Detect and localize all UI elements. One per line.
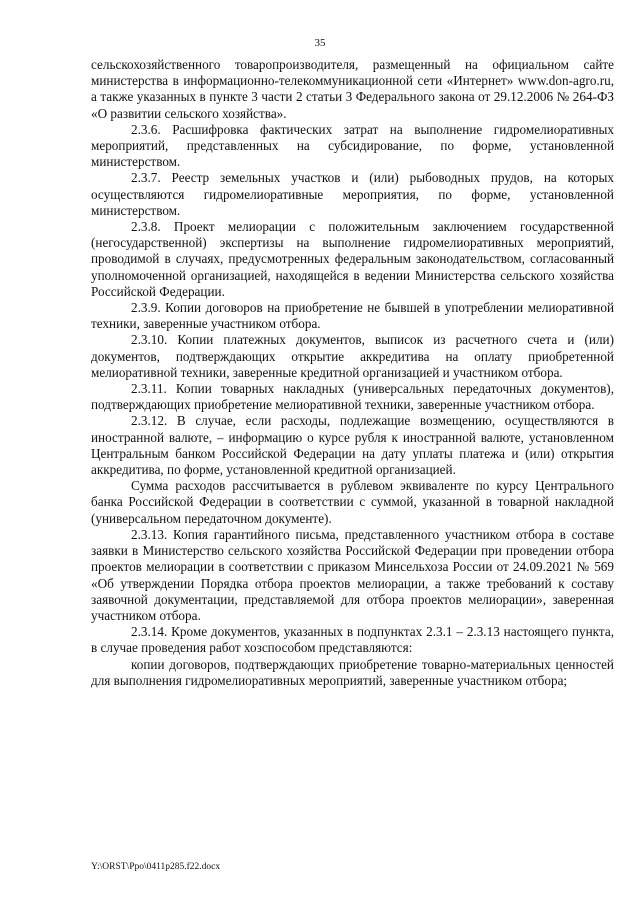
paragraph-2-3-8: 2.3.8. Проект мелиорации с положительным заключением государственной (негосударственной) экспертизы на выполнение гидромелиоративных мероприятий, проводимой в случаях, предусмотренных федеральным законодательством, согласованный уполномоченной организацией, находящейся в ведении Министерства сельского хозяйства Российской Федерации. [91, 219, 614, 299]
paragraph-2-3-6: 2.3.6. Расшифровка фактических затрат на выполнение гидромелиоративных мероприятий, представленных на субсидирование, по форме, установленной министерством. [91, 121, 614, 170]
paragraph-contract-copies: копии договоров, подтверждающих приобретение товарно-материальных ценностей для выполнения гидромелиоративных мероприятий, заверенные участником отбора; [91, 656, 614, 688]
paragraph-2-3-7: 2.3.7. Реестр земельных участков и (или) рыбоводных прудов, на которых осуществляются гидромелиоративные мероприятия, по форме, установленной министерством. [91, 170, 614, 218]
paragraph-2-3-12: 2.3.12. В случае, если расходы, подлежащие возмещению, осуществляются в иностранной валюте, – информацию о курсе рубля к иностранной валюте, установленном Центральным банком Российской Федерации на дату уплаты платежа и (или) открытия аккредитива, по форме, установленной кредитной организацией. [91, 413, 614, 478]
document-body [91, 57, 614, 689]
paragraph-2-3-9: 2.3.9. Копии договоров на приобретение не бывшей в употреблении мелиоративной техники, заверенные участником отбора. [91, 300, 614, 332]
paragraph-2-3-13: 2.3.13. Копия гарантийного письма, представленного участником отбора в составе заявки в Министерство сельского хозяйства Российской Федерации при проведении отбора проектов мелиорации в соответствии с приказом Минсельхоза России от 24.09.2021 № 569 «Об утверждении Порядка отбора проектов мелиорации, а также требований к составу заявочной документации, представляемой для отбора проектов мелиорации», заверенная участником отбора. [91, 526, 614, 623]
paragraph-2-3-11: 2.3.11. Копии товарных накладных (универсальных передаточных документов), подтверждающих приобретение мелиоративной техники, заверенные участником отбора. [91, 381, 614, 413]
paragraph-2-3-10: 2.3.10. Копии платежных документов, выписок из расчетного счета и (или) документов, подтверждающих открытие аккредитива на оплату приобретенной мелиоративной техники, заверенные кредитной организацией и участником отбора. [91, 332, 614, 380]
paragraph-2-3-14: 2.3.14. Кроме документов, указанных в подпунктах 2.3.1 – 2.3.13 настоящего пункта, в случае проведения работ хозспособом представляются: [91, 624, 614, 656]
footer-file-path: Y:\ORST\Ppo\0411p285.f22.docx [91, 862, 221, 872]
paragraph-intro-continuation: сельскохозяйственного товаропроизводителя, размещенный на официальном сайте министерства в информационно-телекоммуникационной сети «Интернет» www.don-agro.ru, а также указанных в пункте 3 части 2 статьи 3 Федерального закона от 29.12.2006 № 264-ФЗ «О развитии сельского хозяйства». [91, 57, 614, 121]
page-number: 35 [314, 37, 326, 49]
paragraph-expense-calculation: Сумма расходов рассчитывается в рублевом эквиваленте по курсу Центрального банка Российской Федерации в соответствии с суммой, указанной в товарной накладной (универсальном передаточном документе). [91, 478, 614, 526]
